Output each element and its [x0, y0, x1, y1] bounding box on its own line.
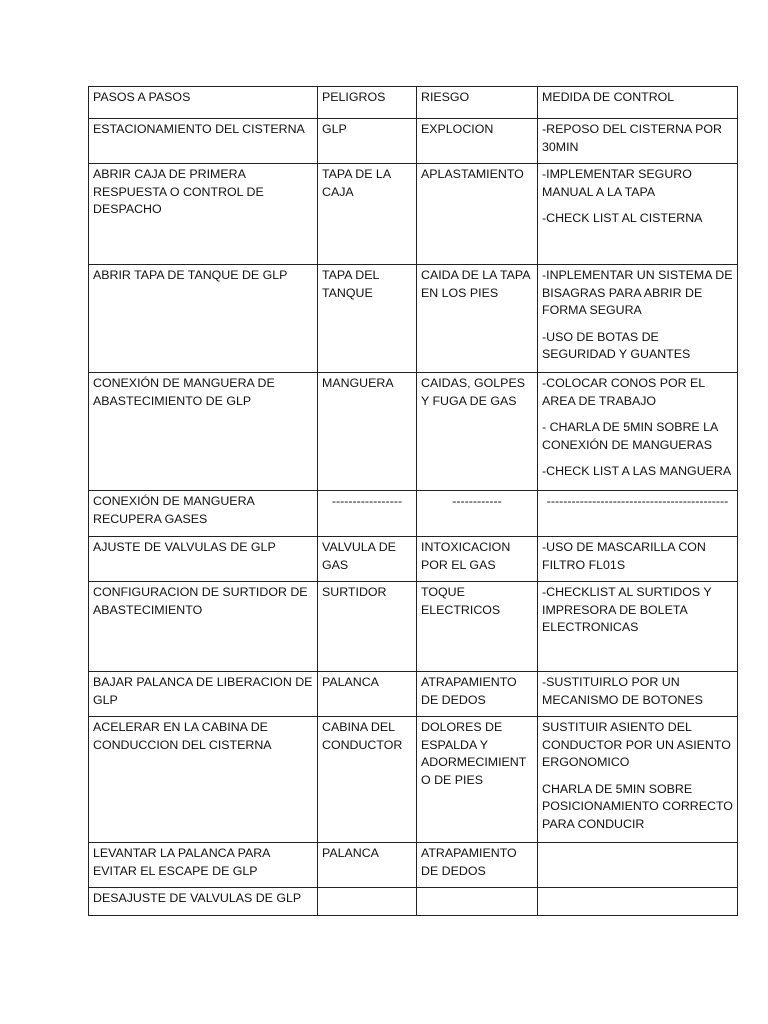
paso-cell-text: CONEXIÓN DE MANGUERA DE ABASTECIMIENTO DE GLP	[93, 376, 275, 408]
medida-item: -SUSTITUIRLO POR UN MECANISMO DE BOTONES	[542, 675, 703, 707]
paso-cell	[89, 672, 318, 717]
paso-cell	[89, 119, 318, 164]
peligro-cell	[318, 582, 417, 672]
table-header-row	[89, 87, 738, 119]
header-medida	[538, 87, 738, 119]
table-row	[89, 672, 738, 717]
paso-cell	[89, 888, 318, 916]
peligro-cell-text: PALANCA	[322, 675, 379, 689]
medida-cell	[538, 717, 738, 843]
header-peligros-label: PELIGROS	[322, 90, 386, 104]
header-pasos-label: PASOS A PASOS	[93, 90, 191, 104]
riesgo-cell-text: ------------	[452, 494, 502, 508]
medida-item: -COLOCAR CONOS POR EL AREA DE TRABAJO	[542, 376, 705, 408]
peligro-cell	[318, 373, 417, 491]
medida-cell	[538, 843, 738, 888]
peligro-cell-text: GLP	[322, 122, 347, 136]
riesgo-cell-text: EXPLOCION	[421, 122, 494, 136]
medida-item: -CHECK LIST AL CISTERNA	[542, 211, 703, 226]
paso-cell	[89, 373, 318, 491]
table-row	[89, 843, 738, 888]
medida-item: -IMPLEMENTAR SEGURO MANUAL A LA TAPA	[542, 167, 692, 199]
medida-item: -REPOSO DEL CISTERNA POR 30MIN	[542, 122, 722, 154]
peligro-cell-text: MANGUERA	[322, 376, 394, 390]
table-row	[89, 717, 738, 843]
peligro-cell-text: VALVULA DE GAS	[322, 540, 396, 572]
table-row	[89, 537, 738, 582]
paso-cell	[89, 843, 318, 888]
medida-item: - CHARLA DE 5MIN SOBRE LA CONEXIÓN DE MANGUERAS	[542, 420, 718, 452]
medida-item: -USO DE BOTAS DE SEGURIDAD Y GUANTES	[542, 329, 691, 362]
peligro-cell-text: TAPA DE LA CAJA	[322, 167, 391, 199]
paso-cell-text: DESAJUSTE DE VALVULAS DE GLP	[93, 891, 302, 905]
riesgo-cell-text: CAIDA DE LA TAPA EN LOS PIES	[421, 268, 530, 300]
medida-cell	[538, 672, 738, 717]
paso-cell	[89, 582, 318, 672]
riesgo-cell	[417, 582, 538, 672]
riesgo-cell-text: APLASTAMIENTO	[421, 167, 524, 181]
medida-cell	[538, 582, 738, 672]
header-medida-label: MEDIDA DE CONTROL	[542, 90, 675, 104]
table-row	[89, 119, 738, 164]
medida-cell	[538, 373, 738, 491]
peligro-cell	[318, 119, 417, 164]
paso-cell-text: ABRIR CAJA DE PRIMERA RESPUESTA O CONTROL DE DESPACHO	[93, 167, 264, 217]
riesgo-cell	[417, 119, 538, 164]
riesgo-cell-text: INTOXICACION POR EL GAS	[421, 540, 511, 572]
peligro-cell	[318, 164, 417, 265]
riesgo-cell	[417, 537, 538, 582]
riesgo-cell	[417, 373, 538, 491]
peligro-cell	[318, 843, 417, 888]
table-row	[89, 888, 738, 916]
header-riesgo-label: RIESGO	[421, 90, 470, 104]
paso-cell-text: ACELERAR EN LA CABINA DE CONDUCCION DEL CISTERNA	[93, 720, 272, 752]
paso-cell	[89, 265, 318, 373]
riesgo-cell-text: ATRAPAMIENTO DE DEDOS	[421, 846, 517, 878]
paso-cell-text: LEVANTAR LA PALANCA PARA EVITAR EL ESCAPE DE GLP	[93, 846, 270, 878]
medida-item: --------------------------------------------	[546, 494, 729, 508]
medida-cell	[538, 491, 738, 537]
risk-assessment-table	[88, 86, 738, 916]
riesgo-cell	[417, 265, 538, 373]
paso-cell	[89, 537, 318, 582]
riesgo-cell	[417, 164, 538, 265]
riesgo-cell-text: ATRAPAMIENTO DE DEDOS	[421, 675, 517, 707]
paso-cell	[89, 491, 318, 537]
table-row	[89, 164, 738, 265]
paso-cell-text: CONEXIÓN DE MANGUERA RECUPERA GASES	[93, 494, 255, 526]
table-row	[89, 491, 738, 537]
medida-cell	[538, 119, 738, 164]
table-row	[89, 582, 738, 672]
riesgo-cell	[417, 491, 538, 537]
medida-item: SUSTITUIR ASIENTO DEL CONDUCTOR POR UN ASIENTO ERGONOMICO	[542, 720, 731, 770]
paso-cell	[89, 717, 318, 843]
medida-cell	[538, 888, 738, 916]
riesgo-cell	[417, 717, 538, 843]
paso-cell-text: CONFIGURACION DE SURTIDOR DE ABASTECIMIENTO	[93, 585, 308, 617]
paso-cell-text: ESTACIONAMIENTO DEL CISTERNA	[93, 122, 305, 136]
medida-cell	[538, 537, 738, 582]
header-peligros	[318, 87, 417, 119]
medida-item: -CHECK LIST A LAS MANGUERA	[542, 464, 732, 479]
riesgo-cell	[417, 672, 538, 717]
medida-cell	[538, 265, 738, 373]
header-riesgo	[417, 87, 538, 119]
peligro-cell-text: SURTIDOR	[322, 585, 387, 599]
peligro-cell-text: TAPA DEL TANQUE	[322, 268, 379, 300]
peligro-cell-text: PALANCA	[322, 846, 379, 860]
medida-item: -CHECKLIST AL SURTIDOS Y IMPRESORA DE BOLETA ELECTRONICAS	[542, 585, 712, 635]
peligro-cell	[318, 265, 417, 373]
riesgo-cell-text: CAIDAS, GOLPES Y FUGA DE GAS	[421, 376, 525, 408]
riesgo-cell	[417, 843, 538, 888]
paso-cell	[89, 164, 318, 265]
medida-cell	[538, 164, 738, 265]
peligro-cell	[318, 717, 417, 843]
peligro-cell	[318, 888, 417, 916]
paso-cell-text: BAJAR PALANCA DE LIBERACION DE GLP	[93, 675, 313, 707]
peligro-cell-text: CABINA DEL CONDUCTOR	[322, 720, 403, 752]
header-pasos	[89, 87, 318, 119]
paso-cell-text: ABRIR TAPA DE TANQUE DE GLP	[93, 268, 288, 282]
medida-item: -USO DE MASCARILLA CON FILTRO FL01S	[542, 540, 706, 572]
riesgo-cell	[417, 888, 538, 916]
peligro-cell	[318, 672, 417, 717]
medida-item: CHARLA DE 5MIN SOBRE POSICIONAMIENTO CORRECTO PARA CONDUCIR	[542, 781, 733, 831]
peligro-cell	[318, 537, 417, 582]
riesgo-cell-text: DOLORES DE ESPALDA Y ADORMECIMIENTO DE PIES	[421, 720, 527, 787]
peligro-cell	[318, 491, 417, 537]
paso-cell-text: AJUSTE DE VALVULAS DE GLP	[93, 540, 276, 554]
peligro-cell-text: -----------------	[331, 494, 403, 508]
medida-item: -INPLEMENTAR UN SISTEMA DE BISAGRAS PARA ABRIR DE FORMA SEGURA	[542, 268, 733, 318]
table-row	[89, 265, 738, 373]
table-row	[89, 373, 738, 491]
riesgo-cell-text: TOQUE ELECTRICOS	[421, 585, 501, 617]
